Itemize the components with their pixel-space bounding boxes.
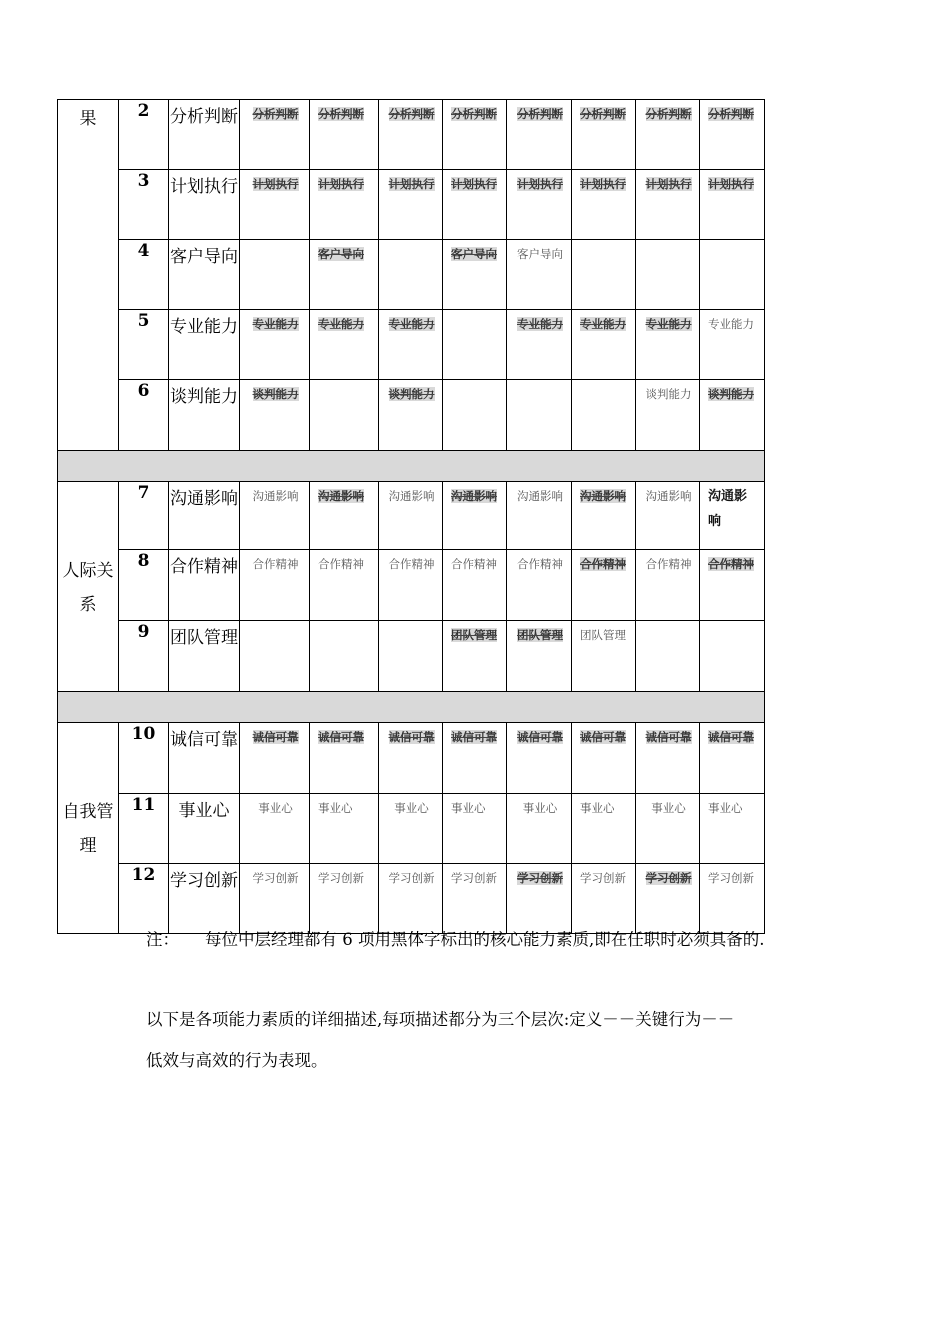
core-competency-text: 计划执行	[451, 177, 497, 191]
competency-text: 专业能力	[708, 317, 754, 331]
competency-text: 合作精神	[517, 557, 563, 571]
competency-text: 合作精神	[388, 557, 435, 571]
table-row	[58, 240, 765, 310]
competency-number: 9	[119, 621, 169, 692]
competency-cell	[507, 621, 572, 692]
competency-cell	[507, 482, 572, 550]
competency-cell	[700, 170, 765, 240]
intro-line-1: 以下是各项能力素质的详细描述,每项描述都分为三个层次:定义－－关键行为－－	[146, 1010, 735, 1029]
separator-cell	[58, 451, 765, 482]
competency-cell	[636, 550, 700, 621]
competency-text: 学习创新	[451, 871, 497, 885]
competency-cell	[572, 794, 636, 864]
competency-cell	[636, 482, 700, 550]
competency-cell	[636, 240, 700, 310]
core-competency-text: 诚信可靠	[451, 730, 497, 744]
core-competency-text: 分析判断	[645, 107, 692, 121]
competency-name: 沟通影响	[169, 482, 240, 550]
core-competency-text: 谈判能力	[388, 387, 435, 401]
core-competency-text: 诚信可靠	[645, 730, 692, 744]
core-competency-text: 分析判断	[517, 107, 563, 121]
core-competency-text: 沟通影响	[451, 489, 497, 503]
competency-cell	[379, 100, 443, 170]
competency-name: 分析判断	[169, 100, 240, 170]
competency-number: 12	[119, 864, 169, 934]
competency-cell	[636, 864, 700, 934]
competency-cell	[310, 310, 379, 380]
competency-cell	[240, 864, 310, 934]
competency-cell	[443, 621, 507, 692]
competency-cell	[572, 482, 636, 550]
competency-cell	[636, 100, 700, 170]
core-competency-text: 诚信可靠	[318, 730, 364, 744]
competency-cell	[240, 550, 310, 621]
competency-cell	[572, 380, 636, 451]
competency-text: 事业心	[318, 801, 353, 815]
competency-cell	[443, 794, 507, 864]
competency-cell	[700, 794, 765, 864]
competency-text: 事业心	[651, 801, 686, 815]
competency-table	[57, 99, 765, 934]
competency-number: 10	[119, 723, 169, 794]
competency-name: 学习创新	[169, 864, 240, 934]
competency-cell	[636, 794, 700, 864]
core-competency-text: 计划执行	[580, 177, 626, 191]
core-competency-text: 计划执行	[252, 177, 299, 191]
competency-cell	[310, 864, 379, 934]
competency-text: 合作精神	[645, 557, 692, 571]
competency-number: 8	[119, 550, 169, 621]
competency-cell	[636, 380, 700, 451]
competency-name: 团队管理	[169, 621, 240, 692]
competency-name: 计划执行	[169, 170, 240, 240]
competency-text: 合作精神	[252, 557, 299, 571]
core-competency-text: 诚信可靠	[388, 730, 435, 744]
competency-cell	[379, 550, 443, 621]
competency-text: 学习创新	[708, 871, 754, 885]
competency-cell	[310, 621, 379, 692]
competency-cell	[507, 723, 572, 794]
competency-cell	[443, 310, 507, 380]
table-row	[58, 310, 765, 380]
competency-cell	[507, 794, 572, 864]
competency-number: 11	[119, 794, 169, 864]
competency-cell	[443, 100, 507, 170]
competency-text: 事业心	[708, 801, 743, 815]
competency-number: 7	[119, 482, 169, 550]
group-separator	[58, 451, 765, 482]
competency-text: 事业心	[394, 801, 429, 815]
competency-cell	[240, 794, 310, 864]
competency-cell	[636, 310, 700, 380]
competency-number: 6	[119, 380, 169, 451]
competency-cell	[379, 621, 443, 692]
competency-text: 事业心	[451, 801, 486, 815]
core-competency-text: 团队管理	[517, 628, 563, 642]
competency-cell	[379, 864, 443, 934]
core-competency-text: 学习创新	[517, 871, 563, 885]
competency-cell	[443, 550, 507, 621]
table-row	[58, 621, 765, 692]
core-competency-text: 计划执行	[318, 177, 364, 191]
competency-cell	[572, 100, 636, 170]
competency-cell	[507, 550, 572, 621]
competency-cell	[379, 380, 443, 451]
competency-cell	[310, 240, 379, 310]
competency-cell	[443, 723, 507, 794]
competency-cell	[240, 723, 310, 794]
core-competency-text: 诚信可靠	[580, 730, 626, 744]
competency-name: 合作精神	[169, 550, 240, 621]
table-row	[58, 550, 765, 621]
competency-text: 事业心	[580, 801, 615, 815]
core-competency-text: 谈判能力	[708, 387, 754, 401]
core-competency-text: 学习创新	[645, 871, 692, 885]
competency-cell	[443, 170, 507, 240]
competency-cell	[507, 864, 572, 934]
core-competency-text: 专业能力	[388, 317, 435, 331]
separator-cell	[58, 692, 765, 723]
note-prefix: 注：	[146, 930, 179, 949]
competency-cell	[507, 310, 572, 380]
competency-cell	[310, 794, 379, 864]
competency-cell	[379, 170, 443, 240]
competency-text: 学习创新	[252, 871, 299, 885]
competency-cell	[572, 864, 636, 934]
group-label: 人际关系	[58, 482, 119, 692]
competency-cell	[700, 864, 765, 934]
competency-cell	[636, 170, 700, 240]
competency-text: 沟通影响	[252, 489, 299, 503]
competency-cell	[507, 100, 572, 170]
competency-cell	[700, 240, 765, 310]
core-competency-text: 谈判能力	[252, 387, 299, 401]
table-row	[58, 170, 765, 240]
competency-text: 合作精神	[318, 557, 364, 571]
competency-cell	[443, 240, 507, 310]
core-competency-text: 分析判断	[580, 107, 626, 121]
note-text: 每位中层经理都有 6 项用黑体字标出的核心能力素质,即在任职时必须具备的.	[205, 930, 765, 949]
core-competency-text: 专业能力	[252, 317, 299, 331]
competency-cell	[310, 482, 379, 550]
competency-cell	[310, 723, 379, 794]
competency-cell	[700, 723, 765, 794]
competency-name: 诚信可靠	[169, 723, 240, 794]
core-competency-text: 诚信可靠	[517, 730, 563, 744]
competency-cell	[240, 310, 310, 380]
core-competency-text: 诚信可靠	[252, 730, 299, 744]
core-competency-text: 专业能力	[645, 317, 692, 331]
competency-cell	[572, 310, 636, 380]
table-note	[146, 930, 764, 950]
competency-cell	[572, 170, 636, 240]
table-row	[58, 100, 765, 170]
competency-text: 学习创新	[318, 871, 364, 885]
table-row	[58, 482, 765, 550]
competency-cell	[700, 100, 765, 170]
competency-number: 2	[119, 100, 169, 170]
competency-text: 沟通影响	[645, 489, 692, 503]
competency-text: 学习创新	[388, 871, 435, 885]
competency-cell	[700, 380, 765, 451]
competency-cell	[443, 864, 507, 934]
core-competency-text: 计划执行	[388, 177, 435, 191]
core-competency-text: 专业能力	[318, 317, 364, 331]
competency-text: 客户导向	[517, 247, 563, 261]
competency-cell	[636, 621, 700, 692]
competency-cell	[379, 723, 443, 794]
table-row	[58, 380, 765, 451]
core-competency-text: 沟通影响	[708, 489, 748, 529]
competency-text: 学习创新	[580, 871, 626, 885]
competency-cell	[572, 723, 636, 794]
competency-cell	[310, 380, 379, 451]
competency-cell	[700, 621, 765, 692]
competency-cell	[700, 310, 765, 380]
competency-number: 5	[119, 310, 169, 380]
competency-cell	[310, 170, 379, 240]
competency-cell	[379, 794, 443, 864]
competency-name: 谈判能力	[169, 380, 240, 451]
core-competency-text: 计划执行	[645, 177, 692, 191]
competency-cell	[443, 482, 507, 550]
competency-cell	[443, 380, 507, 451]
competency-name: 事业心	[169, 794, 240, 864]
competency-cell	[379, 240, 443, 310]
core-competency-text: 团队管理	[451, 628, 497, 642]
core-competency-text: 分析判断	[318, 107, 364, 121]
competency-cell	[379, 482, 443, 550]
intro-line-2: 低效与高效的行为表现。	[146, 1051, 328, 1070]
core-competency-text: 分析判断	[708, 107, 754, 121]
competency-cell	[507, 240, 572, 310]
competency-cell	[572, 550, 636, 621]
table-row	[58, 794, 765, 864]
competency-cell	[240, 100, 310, 170]
competency-text: 团队管理	[580, 628, 626, 642]
table-row	[58, 864, 765, 934]
competency-cell	[379, 310, 443, 380]
competency-cell	[310, 100, 379, 170]
competency-cell	[700, 550, 765, 621]
table-row	[58, 723, 765, 794]
core-competency-text: 诚信可靠	[708, 730, 754, 744]
core-competency-text: 分析判断	[252, 107, 299, 121]
competency-text: 事业心	[522, 801, 558, 815]
competency-cell	[240, 621, 310, 692]
competency-cell	[240, 380, 310, 451]
competency-cell	[572, 621, 636, 692]
competency-number: 4	[119, 240, 169, 310]
core-competency-text: 专业能力	[580, 317, 626, 331]
core-competency-text: 计划执行	[708, 177, 754, 191]
competency-cell	[700, 482, 765, 550]
competency-name: 专业能力	[169, 310, 240, 380]
group-separator	[58, 692, 765, 723]
core-competency-text: 专业能力	[517, 317, 563, 331]
competency-cell	[507, 380, 572, 451]
competency-cell	[572, 240, 636, 310]
core-competency-text: 分析判断	[388, 107, 435, 121]
competency-cell	[240, 240, 310, 310]
core-competency-text: 合作精神	[580, 557, 626, 571]
competency-text: 谈判能力	[645, 387, 692, 401]
core-competency-text: 合作精神	[708, 557, 754, 571]
competency-cell	[636, 723, 700, 794]
competency-text: 事业心	[258, 801, 293, 815]
core-competency-text: 沟通影响	[318, 489, 364, 503]
core-competency-text: 计划执行	[517, 177, 563, 191]
competency-cell	[507, 170, 572, 240]
group-label: 自我管理	[58, 723, 119, 934]
competency-text: 沟通影响	[388, 489, 435, 503]
competency-number: 3	[119, 170, 169, 240]
competency-cell	[310, 550, 379, 621]
core-competency-text: 客户导向	[318, 247, 364, 261]
competency-text: 沟通影响	[517, 489, 563, 503]
core-competency-text: 客户导向	[451, 247, 497, 261]
core-competency-text: 分析判断	[451, 107, 497, 121]
competency-cell	[240, 482, 310, 550]
core-competency-text: 沟通影响	[580, 489, 626, 503]
group-label: 果	[58, 100, 119, 451]
competency-text: 合作精神	[451, 557, 497, 571]
competency-name: 客户导向	[169, 240, 240, 310]
competency-cell	[240, 170, 310, 240]
